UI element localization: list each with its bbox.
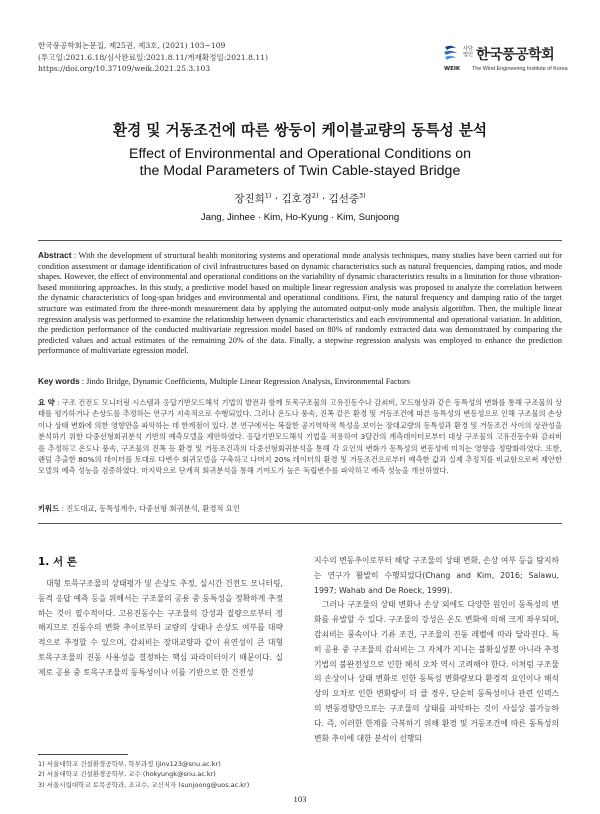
society-name-english: The Wind Engineering Institute of Korea [472, 66, 568, 72]
summary-korean [38, 397, 562, 477]
author-1-mark: 1) [264, 191, 272, 200]
author-1: 장진희 [234, 193, 265, 205]
abstract [38, 251, 562, 357]
footnotes [38, 759, 288, 790]
summary-label: 요 약 [38, 398, 55, 407]
journal-citation: 한국풍공학회논문집, 제25권, 제3호, (2021) 103~109 [38, 41, 226, 50]
keywords-label: Key words [38, 377, 80, 386]
authors-english: Jang, Jinhee · Kim, Ho-Kyung · Kim, Sunjoong [200, 212, 400, 223]
author-separator: · [318, 193, 329, 205]
keywords-text: : Jindo Bridge, Dynamic Coefficients, Multiple Linear Regression Analysis, Environmental Factors [79, 377, 410, 386]
submission-dates: (투고일:2021.6.18/심사완료일:2021.8.11/게재확정일:2021.8.11) [38, 52, 269, 62]
divider [38, 523, 562, 524]
footnote: 3) 서울시립대학교 토목공학과, 조교수, 교신저자 (sunjoong@uos.ac.kr) [38, 780, 250, 789]
keywords-ko-label: 키워드 [38, 504, 60, 513]
keywords-korean [38, 504, 562, 514]
footnote: 2) 서울대학교 건설환경공학부, 교수 (hokyungk@snu.ac.kr) [38, 770, 216, 779]
author-3: 김선중 [328, 193, 359, 205]
body-column-right [314, 554, 559, 746]
paper-title-korean: 환경 및 거동조건에 따른 쌍둥이 케이블교량의 동특성 분석 [113, 122, 487, 139]
abstract-text: : With the development of structural health monitoring systems and operational mode analysis techniques, many studies have been carried out for condition assessment or damage identification of civil infrastructures based on dynamic characteristics such as natural frequencies, damping ratios, and mode shapes. However, the effect of environmental and operational conditions on the variability of dynamic characteristics results in a limitation for those vibration-based monitoring approaches. In this study, a predictive model based on multiple linear regression analysis was proposed to analyze the correlation between the dynamic characteristics of long-span bridges and environmental and operational conditions. First, the natural frequency and damping ratio of the target structure was estimated from the three-month measurement data by applying the automated output-only mode analysis algorithm. Then, the multiple linear regression analysis was performed to examine the relationship between dynamic characteristics and each environmental and operational variation. In addition, the prediction performance of the conducted multivariate regression model based on 80% of randomly extracted data was demonstrated by comparing the predicted values and actual estimates of the remaining 20% of the data. Finally, a stepwise regression analysis was employed to enhance the prediction performance of multivariate egression model. [38, 251, 562, 356]
abstract-label: Abstract [38, 251, 72, 260]
doi-link[interactable]: https://doi.org/10.37109/weik.2021.25.3.103 [38, 64, 211, 73]
body-paragraph: 지수의 변동추이로부터 해당 구조물의 상태 변화, 손상 여부 등을 탐지하는 연구가 활발히 수행되었다(Chang and Kim, 2016; Salawu, 1997; Wahab and De Roeck, 1999). [314, 556, 559, 595]
keywords-english [38, 377, 562, 386]
footnote: 1) 서울대학교 건설환경공학부, 학부과정 (jinv123@snu.ac.kr) [38, 760, 221, 768]
page-number: 103 [293, 794, 307, 804]
paper-title-english [0, 146, 600, 180]
title-en-line1: Effect of Environmental and Operational Conditions on [128, 146, 472, 162]
logo-corp-label: 사단 법인 [463, 46, 474, 58]
body-paragraph: 그러나 구조물의 상태 변화나 손상 외에도 다양한 원인이 동특성의 변화를 유발할 수 있다. 구조물의 강성은 온도 변화에 의해 크게 좌우되며, 감쇠비는 풍속이나 기류 조건, 구조물의 진동 레벨에 따라 달라진다. 특히 공용 중 구조물의 감쇠비는 그 자체가 지니는 불확실성뿐 아니라 추정 기법의 불완전성으로 인한 해석 오차 역시 고려해야 한다. 이처럼 구조물의 손상이나 상태 변화로 인한 동특성 변화량보다 환경적 요인이나 해석상의 오차로 인한 변화량이 더 클 경우, 단순히 동특성이나 관련 인덱스의 변동경향만으로는 구조물의 상태를 파악하는 것이 사실상 불가능하다. 즉, 이러한 한계를 극복하기 위해 환경 및 거동조건에 따른 동특성의 변화 추이에 대한 분석이 선행되 [314, 600, 559, 743]
author-2: 김호경 [281, 193, 312, 205]
author-separator: · [271, 193, 282, 205]
divider [38, 240, 562, 241]
author-3-mark: 3) [359, 191, 366, 200]
authors-korean [0, 191, 600, 206]
keywords-ko-text: : 진도대교, 동특성계수, 다중선형 회귀분석, 환경적 요인 [59, 504, 240, 513]
society-name: 한국풍공학회 [476, 47, 555, 63]
title-en-line2: the Modal Parameters of Twin Cable-stayed Bridge [139, 163, 461, 179]
author-2-mark: 2) [311, 191, 319, 200]
logo-acronym: WEIK [444, 66, 461, 72]
journal-header [38, 40, 368, 75]
wind-logo-icon [442, 44, 459, 64]
society-logo [442, 44, 582, 84]
section-heading: 1. 서 론 [38, 556, 77, 568]
summary-text: : 구조 건전도 모니터링 시스템과 응답기반모드해석 기법의 발전과 함께 토목구조물의 고유진동수나 감쇠비, 모드형상과 같은 동특성의 변화를 통해 구조물의 상태를 평가하거나 손상도를 추정하는 연구가 지속적으로 수행되었다. 그러나 온도나 풍속, 진폭 같은 환경 및 거동조건에 따른 동특성의 변동성으로 인해 구조물의 손상이나 상태 변화에 의한 영향만을 파악하는 데 한계점이 있다. 본 연구에서는 복잡한 공기역학적 특성을 보이는 장대교량의 동특성과 환경 및 거동조건 사이의 상관성을 분석하기 위한 다중선형회귀분석 기반의 예측모델을 제안하였다. 응답기반모드해석 기법을 적용하여 3달간의 계측데이터로부터 대상 구조물의 고유진동수와 감쇠비를 추정하고 온도나 풍속, 구조물의 진폭 등 환경 및 거동조건과의 다중선형회귀분석을 통해 각 요인의 변화가 동특성의 변동성에 미치는 영향을 정량화하였다. 또한, 랜덤 추출한 80%의 데이터를 토대로 다변수 회귀모델을 구축하고 나머지 20% 데이터의 환경 및 거동조건으로부터 예측한 값과 실제 추정치를 비교함으로써 제안한 모델의 예측 성능을 검증하였다. 마지막으로 단계적 회귀분석을 통해 기여도가 높은 독립변수를 파악하고 예측 성능을 개선하였다. [38, 398, 562, 476]
body-column-left: 대형 토목구조물의 상태평가 및 손상도 추정, 실시간 건전도 모니터링, 동적 응답 예측 등을 위해서는 구조물의 공용 중 동특성을 정확하게 추정하는 것이 필수적이다. 고유진동수는 구조물의 강성과 질량으로부터 정해지므로 진동수의 변화 추이로부터 교량의 상태나 손상도 여부를 대략적으로 추정할 수 있으며, 감쇠비는 장대교량과 같이 유연성이 큰 대형 토목구조물의 진동 사용성을 결정하는 핵심 파라미터이기 때문이다. 실제로 공용 중 토목구조물의 동특성이나 이를 기반으로 한 건전성 [38, 579, 283, 677]
footnote-divider [38, 754, 128, 755]
